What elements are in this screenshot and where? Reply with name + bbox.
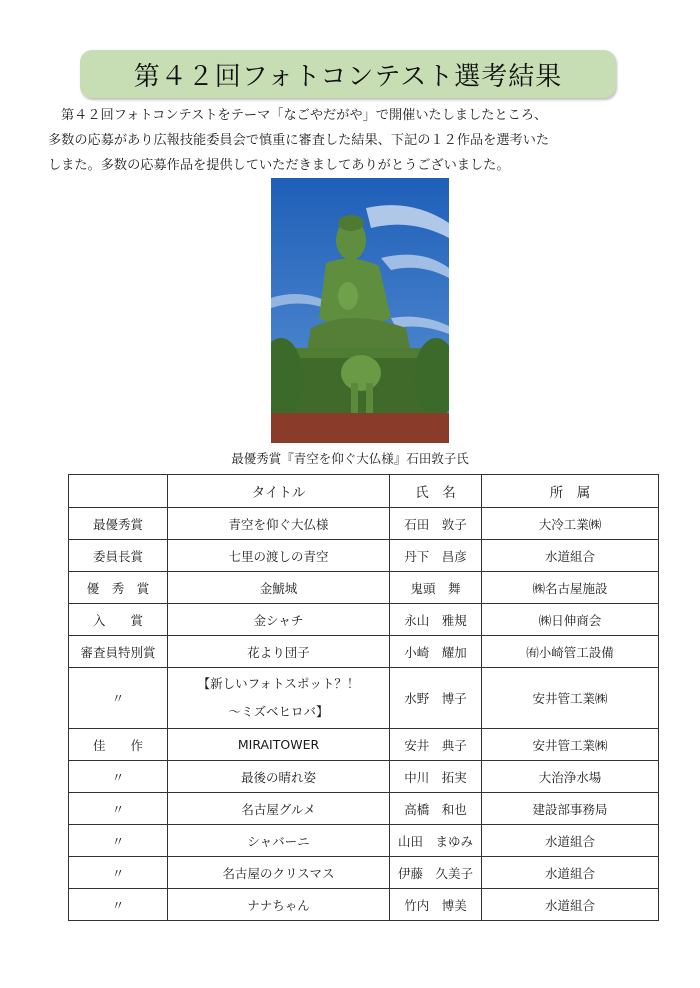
intro-paragraph xyxy=(48,103,658,178)
intro-line: 第４２回フォトコンテストをテーマ「なごやだがや」で開催いたしましたところ、 xyxy=(61,108,548,123)
winning-photo xyxy=(271,178,449,443)
table-row xyxy=(69,604,659,636)
title-cell: 名古屋グルメ xyxy=(168,793,390,825)
buddha-statue-image xyxy=(271,178,449,443)
table-row xyxy=(69,572,659,604)
title-line-2: ～ミズベヒロバ】 xyxy=(228,704,329,719)
table-row xyxy=(69,729,659,761)
intro-line: 多数の応募があり広報技能委員会で慎重に審査した結果、下記の１２作品を選考いた xyxy=(48,133,550,148)
table-row xyxy=(69,889,659,921)
header-name: 氏 名 xyxy=(390,475,482,508)
affiliation-cell: 水道組合 xyxy=(482,889,659,921)
name-cell: 丹下 昌彦 xyxy=(390,540,482,572)
name-cell: 小崎 耀加 xyxy=(390,636,482,668)
award-cell: 〃 xyxy=(69,889,168,921)
intro-line: しまた。多数の応募作品を提供していただきましてありがとうございました。 xyxy=(48,158,510,173)
award-cell: 〃 xyxy=(69,668,168,729)
title-cell: 花より団子 xyxy=(168,636,390,668)
table-row xyxy=(69,761,659,793)
table-row xyxy=(69,857,659,889)
title-cell: 七里の渡しの青空 xyxy=(168,540,390,572)
affiliation-cell: 水道組合 xyxy=(482,857,659,889)
title-cell xyxy=(168,668,390,729)
header-affiliation: 所 属 xyxy=(482,475,659,508)
affiliation-cell: ㈱名古屋施設 xyxy=(482,572,659,604)
award-cell: 〃 xyxy=(69,761,168,793)
title-line-1: 【新しいフォトスポット？！ xyxy=(197,676,360,691)
name-cell: 中川 拓実 xyxy=(390,761,482,793)
page-title: 第４２回フォトコンテスト選考結果 xyxy=(133,61,563,92)
name-cell: 永山 雅規 xyxy=(390,604,482,636)
title-cell: 金鯱城 xyxy=(168,572,390,604)
award-cell: 入 賞 xyxy=(69,604,168,636)
affiliation-cell: 大治浄水場 xyxy=(482,761,659,793)
affiliation-cell: 安井管工業㈱ xyxy=(482,729,659,761)
name-cell: 水野 博子 xyxy=(390,668,482,729)
name-cell: 安井 典子 xyxy=(390,729,482,761)
title-cell: 名古屋のクリスマス xyxy=(168,857,390,889)
name-cell: 山田 まゆみ xyxy=(390,825,482,857)
award-cell: 〃 xyxy=(69,857,168,889)
award-cell: 〃 xyxy=(69,825,168,857)
title-cell: シャバーニ xyxy=(168,825,390,857)
title-cell: MIRAITOWER xyxy=(168,729,390,761)
header-award xyxy=(69,475,168,508)
table-row xyxy=(69,540,659,572)
award-cell: 佳 作 xyxy=(69,729,168,761)
table-header-row xyxy=(69,475,659,508)
award-cell: 〃 xyxy=(69,793,168,825)
name-cell: 石田 敦子 xyxy=(390,508,482,540)
affiliation-cell: ㈲小崎管工設備 xyxy=(482,636,659,668)
affiliation-cell: 水道組合 xyxy=(482,825,659,857)
header-title: タイトル xyxy=(168,475,390,508)
table-row xyxy=(69,508,659,540)
affiliation-cell: 大冷工業㈱ xyxy=(482,508,659,540)
title-cell: 最後の晴れ姿 xyxy=(168,761,390,793)
title-cell: 青空を仰ぐ大仏様 xyxy=(168,508,390,540)
results-table xyxy=(68,474,659,921)
photo-caption: 最優秀賞『青空を仰ぐ大仏様』石田敦子氏 xyxy=(231,451,469,466)
affiliation-cell: 安井管工業㈱ xyxy=(482,668,659,729)
award-cell: 審査員特別賞 xyxy=(69,636,168,668)
table-row xyxy=(69,825,659,857)
name-cell: 鬼頭 舞 xyxy=(390,572,482,604)
name-cell: 竹内 博美 xyxy=(390,889,482,921)
table-row xyxy=(69,636,659,668)
name-cell: 高橋 和也 xyxy=(390,793,482,825)
award-cell: 委員長賞 xyxy=(69,540,168,572)
affiliation-cell: 水道組合 xyxy=(482,540,659,572)
table-row xyxy=(69,668,659,729)
title-cell: 金シャチ xyxy=(168,604,390,636)
award-cell: 最優秀賞 xyxy=(69,508,168,540)
affiliation-cell: 建設部事務局 xyxy=(482,793,659,825)
title-banner xyxy=(80,50,616,98)
table-row xyxy=(69,793,659,825)
award-cell: 優 秀 賞 xyxy=(69,572,168,604)
affiliation-cell: ㈱日伸商会 xyxy=(482,604,659,636)
title-cell: ナナちゃん xyxy=(168,889,390,921)
name-cell: 伊藤 久美子 xyxy=(390,857,482,889)
